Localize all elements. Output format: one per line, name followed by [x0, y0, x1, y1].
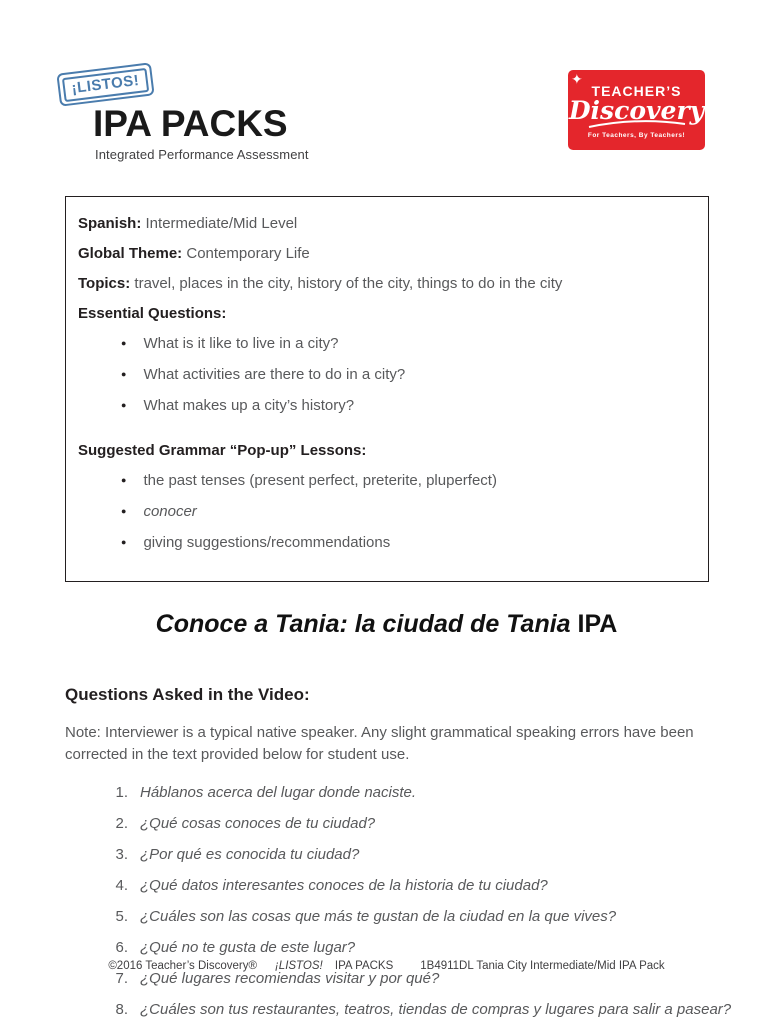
bullet-icon: ● — [121, 369, 127, 379]
video-question-item — [65, 939, 733, 957]
bullet-icon: ● — [121, 400, 127, 410]
info-fields — [78, 215, 696, 292]
essential-question-item — [121, 366, 696, 383]
star-icon: ✦ — [571, 71, 583, 87]
video-question-item — [65, 784, 733, 802]
essential-question-item — [121, 335, 696, 352]
brand-subtitle: Integrated Performance Assessment — [95, 147, 309, 162]
footer-product-code: 1B4911DL Tania City Intermediate/Mid IPA Pack — [420, 960, 665, 972]
video-question-item — [65, 970, 733, 988]
info-field-value: Intermediate/Mid Level — [145, 215, 298, 232]
listos-stamp-text: ¡LISTOS! — [61, 67, 149, 101]
questions-section-heading: Questions Asked in the Video: — [65, 685, 310, 704]
video-question-item — [65, 1001, 733, 1019]
question-text: ¿Qué no te gusta de este lugar? — [140, 938, 356, 956]
grammar-lesson-item — [121, 534, 696, 551]
page-header — [0, 0, 773, 162]
grammar-lesson-item — [121, 472, 696, 489]
info-field-value: travel, places in the city, history of the city, things to do in the city — [134, 275, 563, 292]
question-number: 2. — [115, 814, 128, 832]
info-field — [78, 215, 696, 232]
info-field — [78, 245, 696, 262]
essential-question-text: What activities are there to do in a city? — [143, 366, 406, 383]
question-text: Háblanos acerca del lugar donde naciste. — [140, 783, 417, 801]
question-number: 7. — [115, 969, 128, 987]
essential-questions-list — [121, 335, 696, 414]
ipa-title-suffix: IPA — [570, 610, 618, 638]
grammar-lesson-text: giving suggestions/recommendations — [143, 534, 391, 551]
essential-question-text: What makes up a city’s history? — [143, 397, 355, 414]
question-number: 8. — [115, 1000, 128, 1018]
essential-question-item — [121, 397, 696, 414]
grammar-lesson-item — [121, 503, 696, 520]
logo-wordmark-script: Discovery — [568, 96, 705, 125]
bullet-icon: ● — [121, 475, 127, 485]
brand-block — [65, 68, 309, 162]
question-text: ¿Qué lugares recomiendas visitar y por qué? — [140, 969, 440, 987]
question-number: 3. — [115, 845, 128, 863]
video-questions-list — [65, 784, 733, 1019]
essential-question-text: What is it like to live in a city? — [143, 335, 339, 352]
question-text: ¿Qué cosas conoces de tu ciudad? — [140, 814, 376, 832]
bullet-icon: ● — [121, 537, 127, 547]
question-number: 4. — [115, 876, 128, 894]
video-question-item — [65, 908, 733, 926]
logo-wordmark-top: TEACHER’S — [591, 83, 682, 99]
grammar-lesson-text: conocer — [143, 503, 197, 520]
info-field-label: Topics: — [78, 275, 131, 292]
footer-series — [275, 960, 402, 972]
grammar-lesson-text: the past tenses (present perfect, preterite, pluperfect) — [143, 472, 497, 489]
video-question-item — [65, 846, 733, 864]
question-text: ¿Cuáles son las cosas que más te gustan de la ciudad en la que vives? — [140, 907, 617, 925]
grammar-lessons-list — [121, 472, 696, 551]
question-number: 5. — [115, 907, 128, 925]
info-field-label: Global Theme: — [78, 245, 183, 262]
video-question-item — [65, 815, 733, 833]
listos-stamp-logo — [56, 62, 154, 106]
question-text: ¿Cuáles son tus restaurantes, teatros, tiendas de compras y lugares para salir a pasear? — [140, 1000, 732, 1018]
brand-title: IPA PACKS — [93, 103, 288, 144]
info-field — [78, 275, 696, 292]
page-footer — [0, 960, 773, 972]
question-text: ¿Qué datos interesantes conoces de la historia de tu ciudad? — [140, 876, 548, 894]
question-text: ¿Por qué es conocida tu ciudad? — [140, 845, 360, 863]
essential-questions-heading: Essential Questions: — [78, 305, 227, 322]
info-field-label: Spanish: — [78, 215, 142, 232]
logo-tagline: For Teachers, By Teachers! — [587, 132, 686, 139]
unit-info-box — [65, 196, 709, 582]
swoosh-icon — [587, 121, 687, 129]
footer-copyright: ©2016 Teacher’s Discovery® — [108, 960, 257, 972]
footer-series-listos: ¡LISTOS! — [274, 960, 323, 972]
ipa-title-italic: Conoce a Tania: la ciudad de Tania — [155, 610, 571, 638]
info-field-value: Contemporary Life — [186, 245, 310, 262]
interviewer-note: Note: Interviewer is a typical native speaker. Any slight grammatical speaking errors have been corrected in the text provided below for student use. — [65, 724, 694, 763]
ipa-title — [0, 610, 773, 639]
bullet-icon: ● — [121, 338, 127, 348]
question-number: 6. — [115, 938, 128, 956]
grammar-lessons-heading: Suggested Grammar “Pop-up” Lessons: — [78, 442, 367, 459]
footer-series-rest: IPA PACKS — [331, 960, 394, 972]
bullet-icon: ● — [121, 506, 127, 516]
video-question-item — [65, 877, 733, 895]
question-number: 1. — [115, 783, 128, 801]
teachers-discovery-logo — [568, 70, 705, 150]
